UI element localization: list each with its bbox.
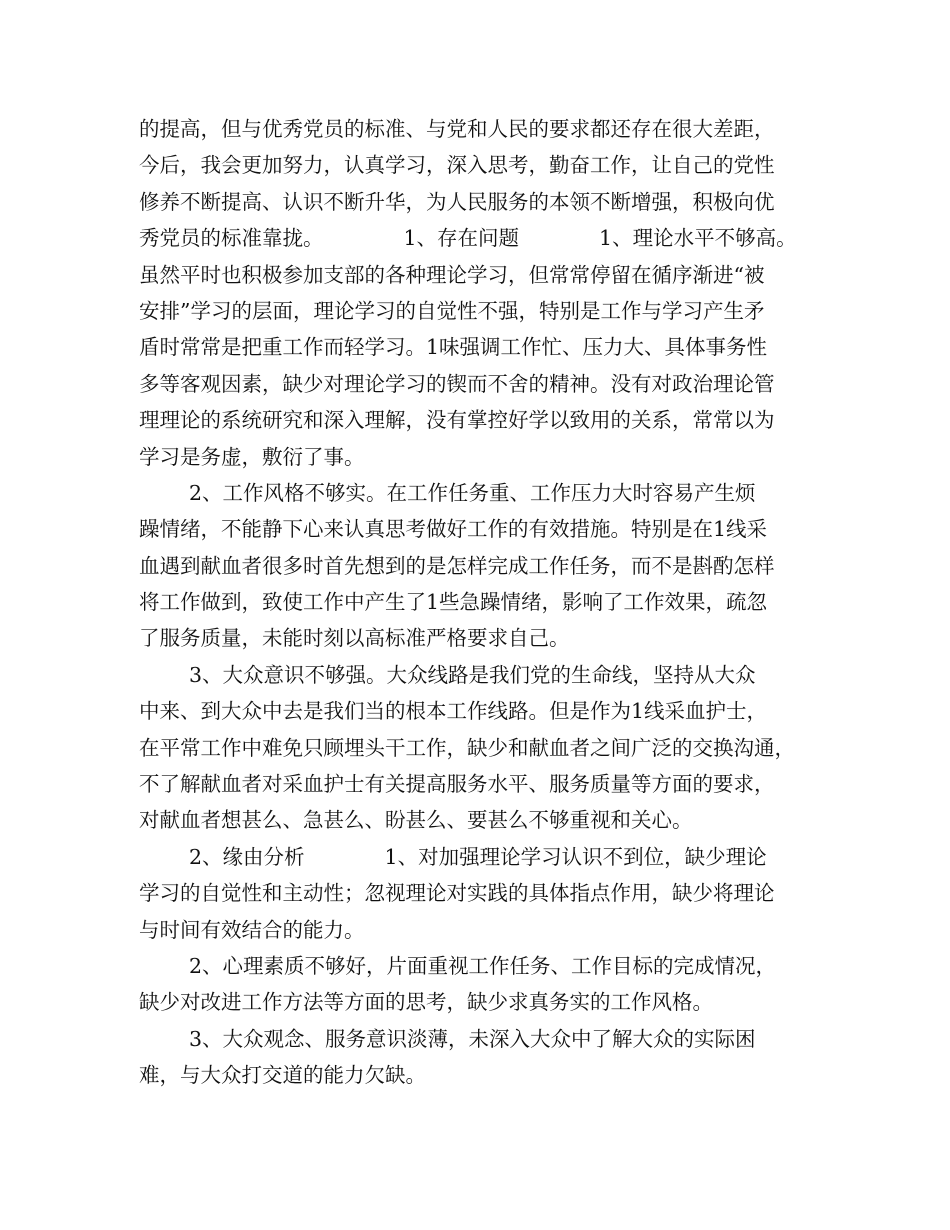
text-line: 理理论的系统研究和深入理解，没有掌控好学以致用的关系，常常以为 — [139, 408, 775, 433]
section-heading: 2、缘由分析 — [189, 844, 305, 869]
text-segment: 秀党员的标准靠拢。 — [139, 226, 324, 251]
text-line: 将工作做到，致使工作中产生了1些急躁情绪，影响了工作效果，疏忽 — [139, 590, 768, 615]
text-line: 虽然平时也积极参加支部的各种理论学习，但常常停留在循序渐进“被 — [139, 262, 765, 287]
text-line: 安排”学习的层面，理论学习的自觉性不强，特别是工作与学习产生矛 — [139, 298, 765, 323]
section-heading: 1、存在问题 — [403, 226, 520, 251]
text-line: 3、大众观念、服务意识淡薄，未深入大众中了解大众的实际困 — [189, 1026, 756, 1051]
text-line: 难，与大众打交道的能力欠缺。 — [139, 1063, 426, 1088]
subsection-heading: 1、理论水平不够高。 — [599, 226, 797, 251]
text-line: 学习是务虚，敷衍了事。 — [139, 444, 365, 469]
text-line: 2、工作风格不够实。在工作任务重、工作压力大时容易产生烦 — [189, 480, 756, 505]
text-line — [139, 839, 839, 875]
text-line: 3、大众意识不够强。大众线路是我们党的生命线，坚持从大众 — [189, 662, 756, 687]
text-line: 的提高，但与优秀党员的标准、与党和人民的要求都还存在很大差距， — [139, 117, 775, 141]
text-line — [139, 220, 839, 256]
text-line: 与时间有效结合的能力。 — [139, 917, 365, 942]
text-line: 缺少对改进工作方法等方面的思考，缺少求真务实的工作风格。 — [139, 990, 713, 1015]
text-line: 学习的自觉性和主动性；忽视理论对实践的具体指点作用，缺少将理论 — [139, 881, 775, 906]
text-line: 躁情绪，不能静下心来认真思考做好工作的有效措施。特别是在1线采 — [139, 517, 768, 542]
text-line: 中来、到大众中去是我们当的根本工作线路。但是作为1线采血护士， — [139, 699, 768, 724]
text-line: 多等客观因素，缺少对理论学习的锲而不舍的精神。没有对政治理论管 — [139, 371, 775, 396]
text-line: 在平常工作中难免只顾埋头干工作，缺少和献血者之间广泛的交换沟通， — [139, 735, 795, 760]
text-line: 盾时常常是把重工作而轻学习。1味强调工作忙、压力大、具体事务性 — [139, 335, 768, 360]
text-line: 2、心理素质不够好，片面重视工作任务、工作目标的完成情况， — [189, 953, 777, 978]
text-line: 今后，我会更加努力，认真学习，深入思考，勤奋工作，让自己的党性 — [139, 153, 775, 178]
text-segment: 1、对加强理论学习认识不到位，缺少理论 — [384, 844, 767, 869]
document-body — [139, 111, 839, 1094]
text-line: 修养不断提高、认识不断升华，为人民服务的本领不断增强，积极向优 — [139, 189, 775, 214]
text-line: 对献血者想甚么、急甚么、盼甚么、要甚么不够重视和关心。 — [139, 808, 693, 833]
text-line: 血遇到献血者很多时首先想到的是怎样完成工作任务，而不是斟酌怎样 — [139, 553, 775, 578]
text-line: 不了解献血者对采血护士有关提高服务水平、服务质量等方面的要求， — [139, 772, 775, 797]
text-line: 了服务质量，未能时刻以高标准严格要求自己。 — [139, 626, 570, 651]
